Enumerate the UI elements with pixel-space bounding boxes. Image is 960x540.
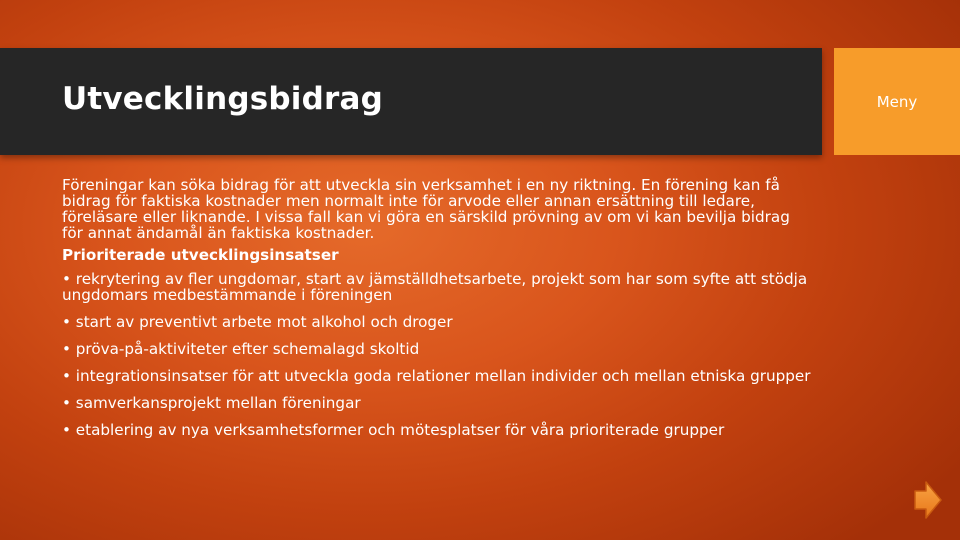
bullet-item: • rekrytering av fler ungdomar, start av jämställdhetsarbete, projekt som har som syfte att stödja ungdomars medbestämmande i föreningen [62,270,808,304]
slide-title: Utvecklingsbidrag [62,81,383,117]
bullet-item: • pröva-på-aktiviteter efter schemalagd skoltid [62,340,420,358]
bullet-item: • integrationsinsatser för att utveckla goda relationer mellan individer och mellan etniska grupper [62,367,811,385]
intro-paragraph: Föreningar kan söka bidrag för att utveckla sin verksamhet i en ny riktning. En förening kan få bidrag för faktiska kostnader men normalt inte för arvode eller annan ersättning till ledare, föreläsare eller liknande. I vissa fall kan vi göra en särskild prövning av om vi kan bevilja bidrag för annat ändamål än faktiska kostnader. [62,176,790,242]
menu-button[interactable] [834,48,960,155]
next-slide-button[interactable] [914,480,942,520]
arrow-right-icon [914,480,942,520]
title-bar [0,48,822,155]
menu-button-label: Meny [876,92,918,111]
bullet-item: • start av preventivt arbete mot alkohol och droger [62,313,453,331]
slide-content [62,177,812,449]
bullet-item: • etablering av nya verksamhetsformer och mötesplatser för våra prioriterade grupper [62,421,725,439]
bullet-item: • samverkansprojekt mellan föreningar [62,394,361,412]
section-heading: Prioriterade utvecklingsinsatser [62,246,339,264]
